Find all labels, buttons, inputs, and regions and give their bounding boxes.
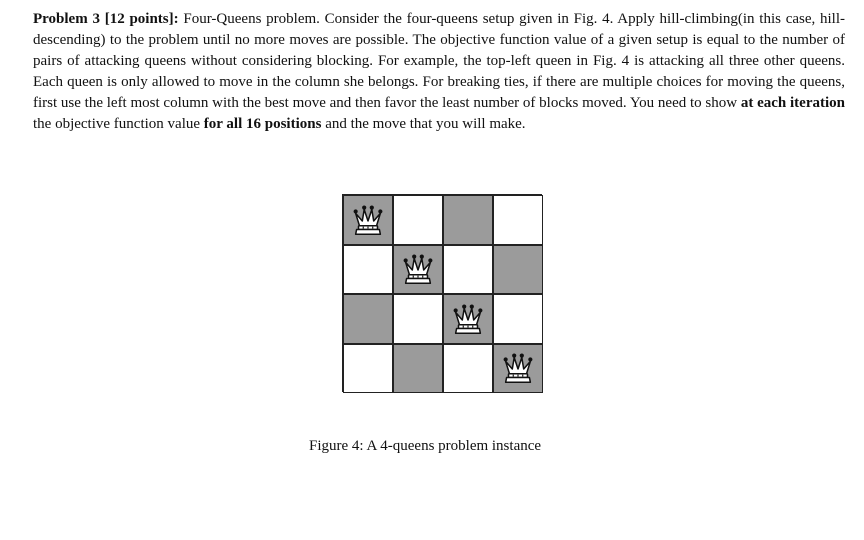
chess-queen-icon: [349, 201, 387, 239]
board-square: [443, 294, 493, 344]
chess-queen-icon: [499, 349, 537, 387]
chess-queen-icon: [399, 250, 437, 288]
board-square: [443, 195, 493, 245]
board-square: [443, 245, 493, 295]
board-square: [393, 344, 443, 394]
board-square: [393, 294, 443, 344]
board-square: [343, 195, 393, 245]
board-square: [493, 245, 543, 295]
board-square: [343, 344, 393, 394]
board-square: [393, 245, 443, 295]
emphasis-all-positions: for all 16 positions: [203, 116, 322, 132]
problem-text-3: and the move that you will make.: [321, 116, 526, 132]
board-square: [443, 344, 493, 394]
board-square: [393, 195, 443, 245]
board-square: [493, 195, 543, 245]
problem-text-2: the objective function value: [33, 116, 204, 132]
figure-4-board: [342, 194, 542, 392]
problem-heading: Problem 3 [12 points]:: [33, 11, 179, 27]
figure-caption: Figure 4: A 4-queens problem instance: [309, 438, 542, 454]
chess-queen-icon: [449, 300, 487, 338]
emphasis-each-iteration: at each iteration: [740, 95, 846, 111]
board-square: [493, 344, 543, 394]
problem-statement: [33, 9, 845, 135]
chess-board: [342, 194, 542, 392]
board-square: [493, 294, 543, 344]
board-square: [343, 294, 393, 344]
problem-text-1: Four-Queens problem. Consider the four-queens setup given in Fig. 4. Apply hill-climbing(in this case, hill-descending) to the problem until no more moves are possible. The objective function value of a given setup is equal to the number of pairs of attacking queens without considering blocking. For example, the top-left queen in Fig. 4 is attacking all three other queens. Each queen is only allowed to move in the column she belongs. For breaking ties, if there are multiple choices for moving the queens, first use the left most column with the best move and then favor the least number of blocks moved. You need to show: [33, 11, 846, 111]
board-square: [343, 245, 393, 295]
